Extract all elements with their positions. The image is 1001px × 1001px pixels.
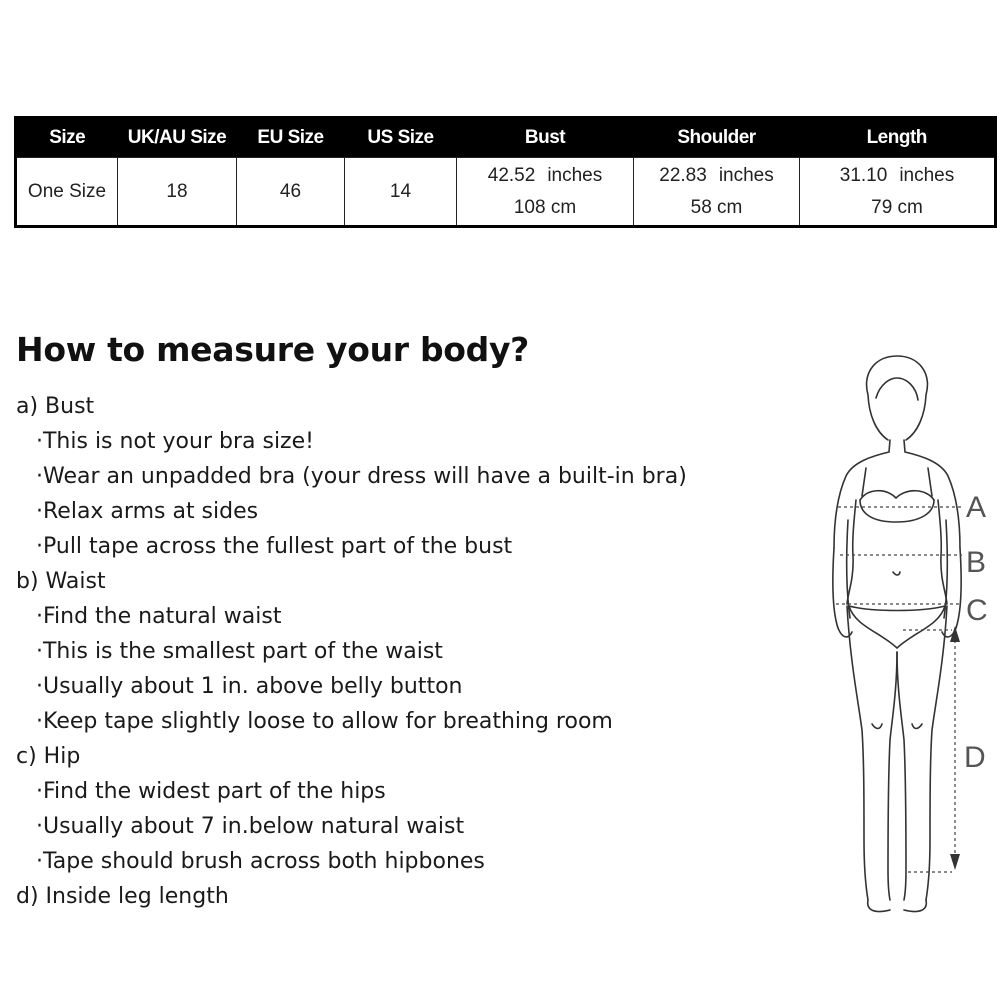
header-size: Size [16, 118, 118, 158]
bust-inches-value: 42.52 [487, 164, 536, 186]
shoulder-inches-unit: inches [718, 164, 774, 186]
label-d: D [964, 741, 986, 774]
bust-inches-unit: inches [547, 164, 603, 186]
length-inches [800, 160, 994, 192]
size-table [14, 116, 997, 228]
table-header-row [16, 118, 996, 158]
header-bust: Bust [457, 118, 634, 158]
hip-tip: ·Find the widest part of the hips [36, 779, 386, 804]
bust-tip: ·Pull tape across the fullest part of the bust [36, 534, 513, 559]
bust-inches [457, 160, 633, 192]
hip-tip: ·Usually about 7 in.below natural waist [36, 814, 465, 839]
header-uk-au-size: UK/AU Size [118, 118, 237, 158]
shoulder-cm: 58 cm [690, 196, 743, 218]
waist-tip: ·Usually about 1 in. above belly button [36, 674, 463, 699]
shoulder-inches [634, 160, 799, 192]
arrow-up-icon [950, 626, 960, 642]
cell-shoulder [634, 158, 800, 227]
cell-bust [457, 158, 634, 227]
body-outline [833, 356, 961, 912]
length-inches-value: 31.10 [839, 164, 888, 186]
cell-eu-size: 46 [237, 158, 345, 227]
section-bust-heading: a) Bust [16, 394, 95, 419]
measure-guide [16, 389, 776, 914]
section-inside-leg-heading: d) Inside leg length [16, 884, 229, 909]
section-waist-heading: b) Waist [16, 569, 106, 594]
cell-us-size: 14 [345, 158, 457, 227]
header-us-size: US Size [345, 118, 457, 158]
waist-tip: ·Keep tape slightly loose to allow for breathing room [36, 709, 613, 734]
table-row [16, 158, 996, 227]
bust-cm: 108 cm [513, 196, 577, 218]
label-b: B [966, 546, 987, 579]
length-inches-unit: inches [899, 164, 955, 186]
section-hip-heading: c) Hip [16, 744, 81, 769]
bust-tip: ·Wear an unpadded bra (your dress will have a built-in bra) [36, 464, 687, 489]
bust-tip: ·Relax arms at sides [36, 499, 259, 524]
cell-size: One Size [16, 158, 118, 227]
label-a: A [966, 491, 987, 524]
length-cm: 79 cm [871, 196, 923, 218]
cell-length [800, 158, 996, 227]
hip-tip: ·Tape should brush across both hipbones [36, 849, 485, 874]
header-shoulder: Shoulder [634, 118, 800, 158]
bust-tip: ·This is not your bra size! [36, 429, 314, 454]
cell-uk-au-size: 18 [118, 158, 237, 227]
waist-tip: ·This is the smallest part of the waist [36, 639, 443, 664]
arrow-down-icon [950, 854, 960, 870]
body-measurement-figure [812, 348, 997, 918]
header-eu-size: EU Size [237, 118, 345, 158]
waist-tip: ·Find the natural waist [36, 604, 282, 629]
guide-title: How to measure your body? [16, 330, 530, 369]
label-c: C [966, 594, 988, 627]
header-length: Length [800, 118, 996, 158]
shoulder-inches-value: 22.83 [659, 164, 707, 186]
